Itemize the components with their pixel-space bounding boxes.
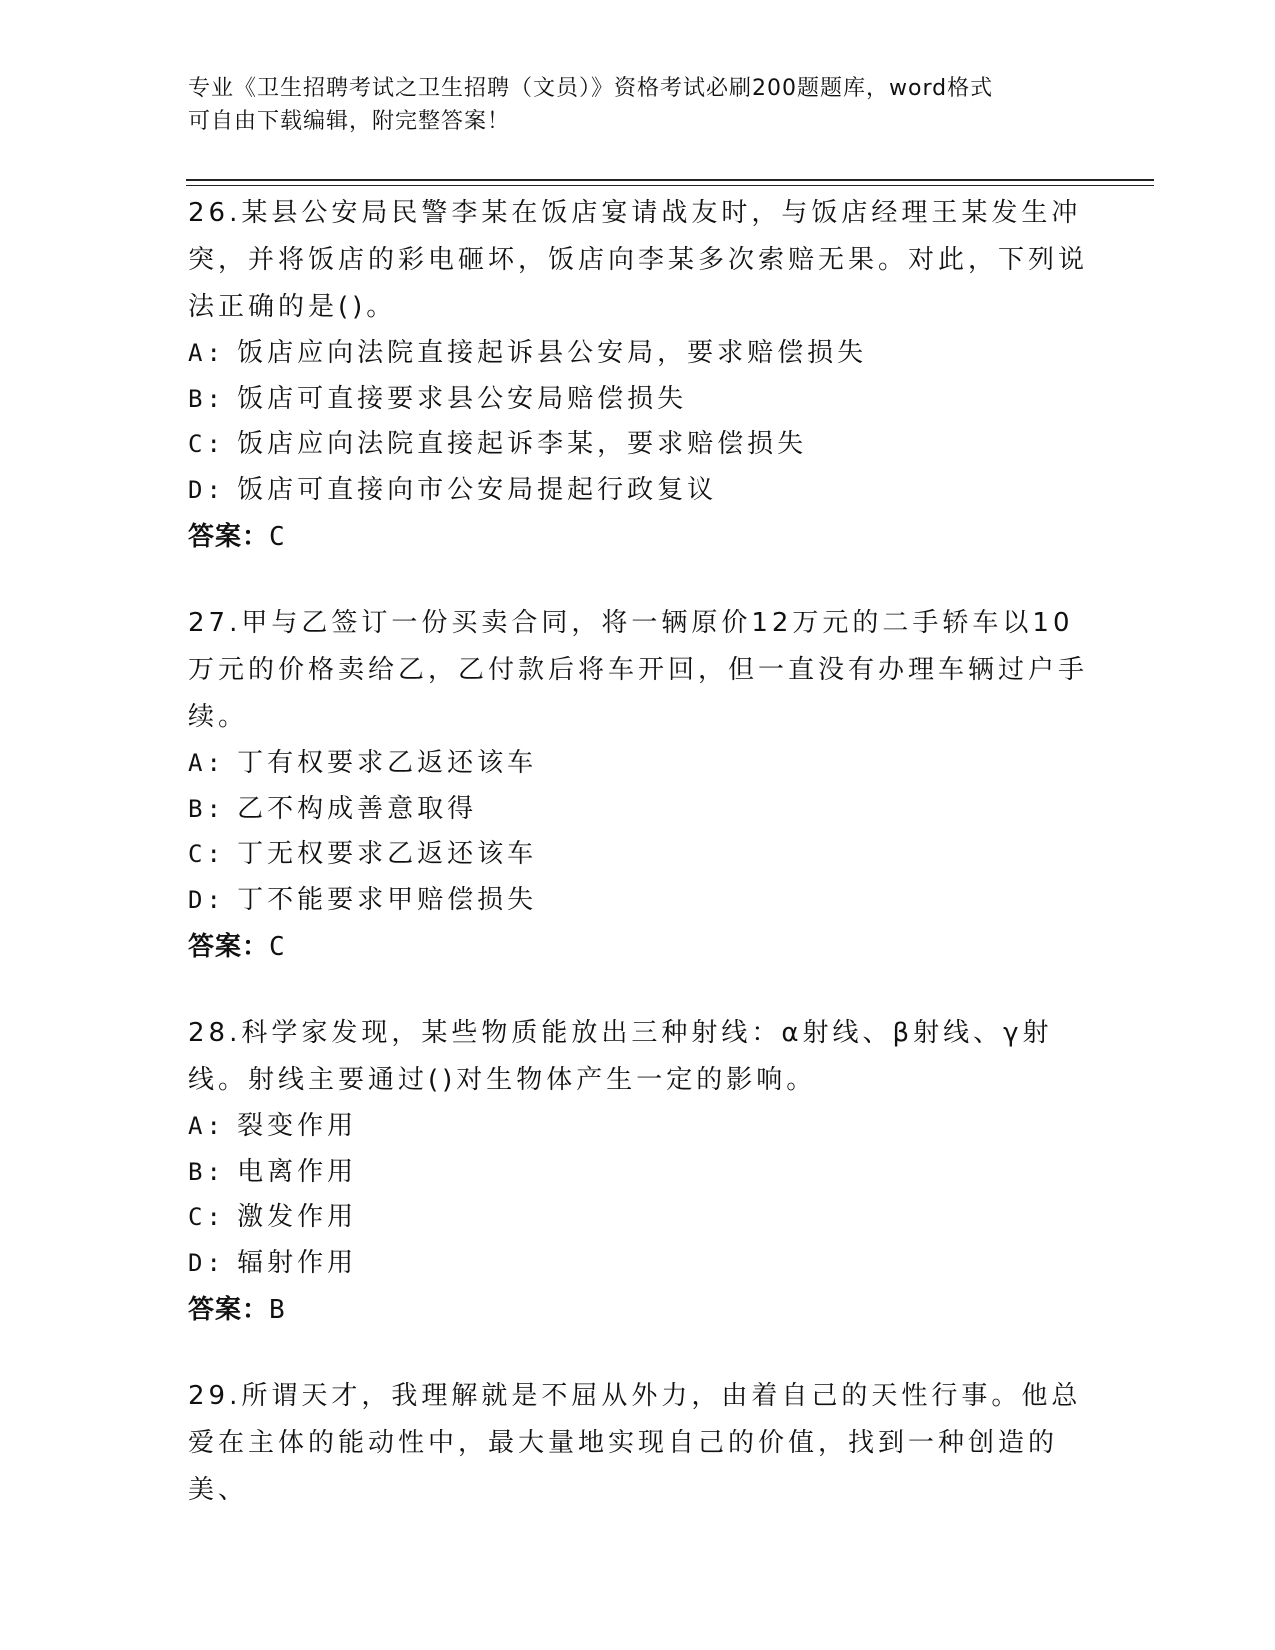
option-b [188,377,1088,423]
option-letter: C: [188,1203,225,1231]
header-line-1: 专业《卫生招聘考试之卫生招聘（文员）》资格考试必刷200题题库，word格式 [188,76,994,101]
option-text: 乙不构成善意取得 [237,793,478,824]
header-divider-thin [186,185,1154,186]
option-d [188,468,1088,514]
option-a [188,331,1088,377]
option-letter: B: [188,794,225,823]
question-stem: 26.某县公安局民警李某在饭店宴请战友时，与饭店经理王某发生冲突，并将饭店的彩电砸坏，饭店向李某多次索赔无果。对此，下列说法正确的是()。 [188,198,1089,322]
option-text: 电离作用 [237,1156,358,1187]
question-stem: 27.甲与乙签订一份买卖合同，将一辆原价12万元的二手轿车以10万元的价格卖给乙，乙付款后将车开回，但一直没有办理车辆过户手续。 [188,608,1089,732]
answer-value: C [269,522,286,552]
option-text: 丁不能要求甲赔偿损失 [237,884,538,915]
question-26 [188,190,1088,560]
option-text: 饭店应向法院直接起诉县公安局，要求赔偿损失 [237,338,868,368]
option-text: 裂变作用 [237,1111,358,1141]
option-letter: C: [188,840,225,868]
answer-label: 答案： [188,932,270,962]
option-c [188,422,1088,468]
answer-line [188,925,1088,970]
option-letter: B: [188,1157,225,1186]
option-letter: B: [188,384,225,413]
option-text: 饭店可直接要求县公安局赔偿损失 [237,383,688,414]
option-text: 丁无权要求乙返还该车 [237,839,538,869]
option-d [188,878,1088,924]
document-header [188,72,1088,138]
question-stem: 29.所谓天才，我理解就是不屈从外力，由着自己的天性行事。他总爱在主体的能动性中，最大量地实现自己的价值，找到一种创造的美、 [188,1381,1082,1505]
option-a [188,741,1088,787]
option-text: 辐射作用 [237,1247,358,1278]
option-letter: A: [188,749,225,777]
option-text: 激发作用 [237,1202,358,1232]
answer-line [188,515,1088,560]
answer-value: C [269,932,286,962]
option-text: 饭店可直接向市公安局提起行政复议 [237,474,718,505]
option-c [188,832,1088,878]
question-29 [188,1373,1088,1514]
option-letter: A: [188,1112,225,1140]
option-b [188,1150,1088,1196]
option-text: 丁有权要求乙返还该车 [237,748,538,778]
answer-label: 答案： [188,522,270,552]
option-list [188,1104,1088,1286]
option-c [188,1195,1088,1241]
answer-value: B [269,1295,286,1325]
option-text: 饭店应向法院直接起诉李某，要求赔偿损失 [237,429,808,459]
option-list [188,741,1088,923]
option-a [188,1104,1088,1150]
question-27 [188,600,1088,970]
question-28 [188,1010,1088,1333]
question-list [188,190,1088,1554]
header-divider-thick [186,179,1154,181]
option-letter: A: [188,339,225,367]
option-b [188,787,1088,833]
option-d [188,1241,1088,1287]
option-letter: D: [188,475,225,504]
answer-line [188,1288,1088,1333]
question-stem: 28.科学家发现，某些物质能放出三种射线：α射线、β射线、γ射线。射线主要通过()对生物体产生一定的影响。 [188,1018,1053,1095]
option-list [188,331,1088,513]
option-letter: C: [188,430,225,458]
answer-label: 答案： [188,1295,270,1325]
header-line-2: 可自由下载编辑，附完整答案！ [188,109,511,134]
option-letter: D: [188,885,225,914]
option-letter: D: [188,1248,225,1277]
